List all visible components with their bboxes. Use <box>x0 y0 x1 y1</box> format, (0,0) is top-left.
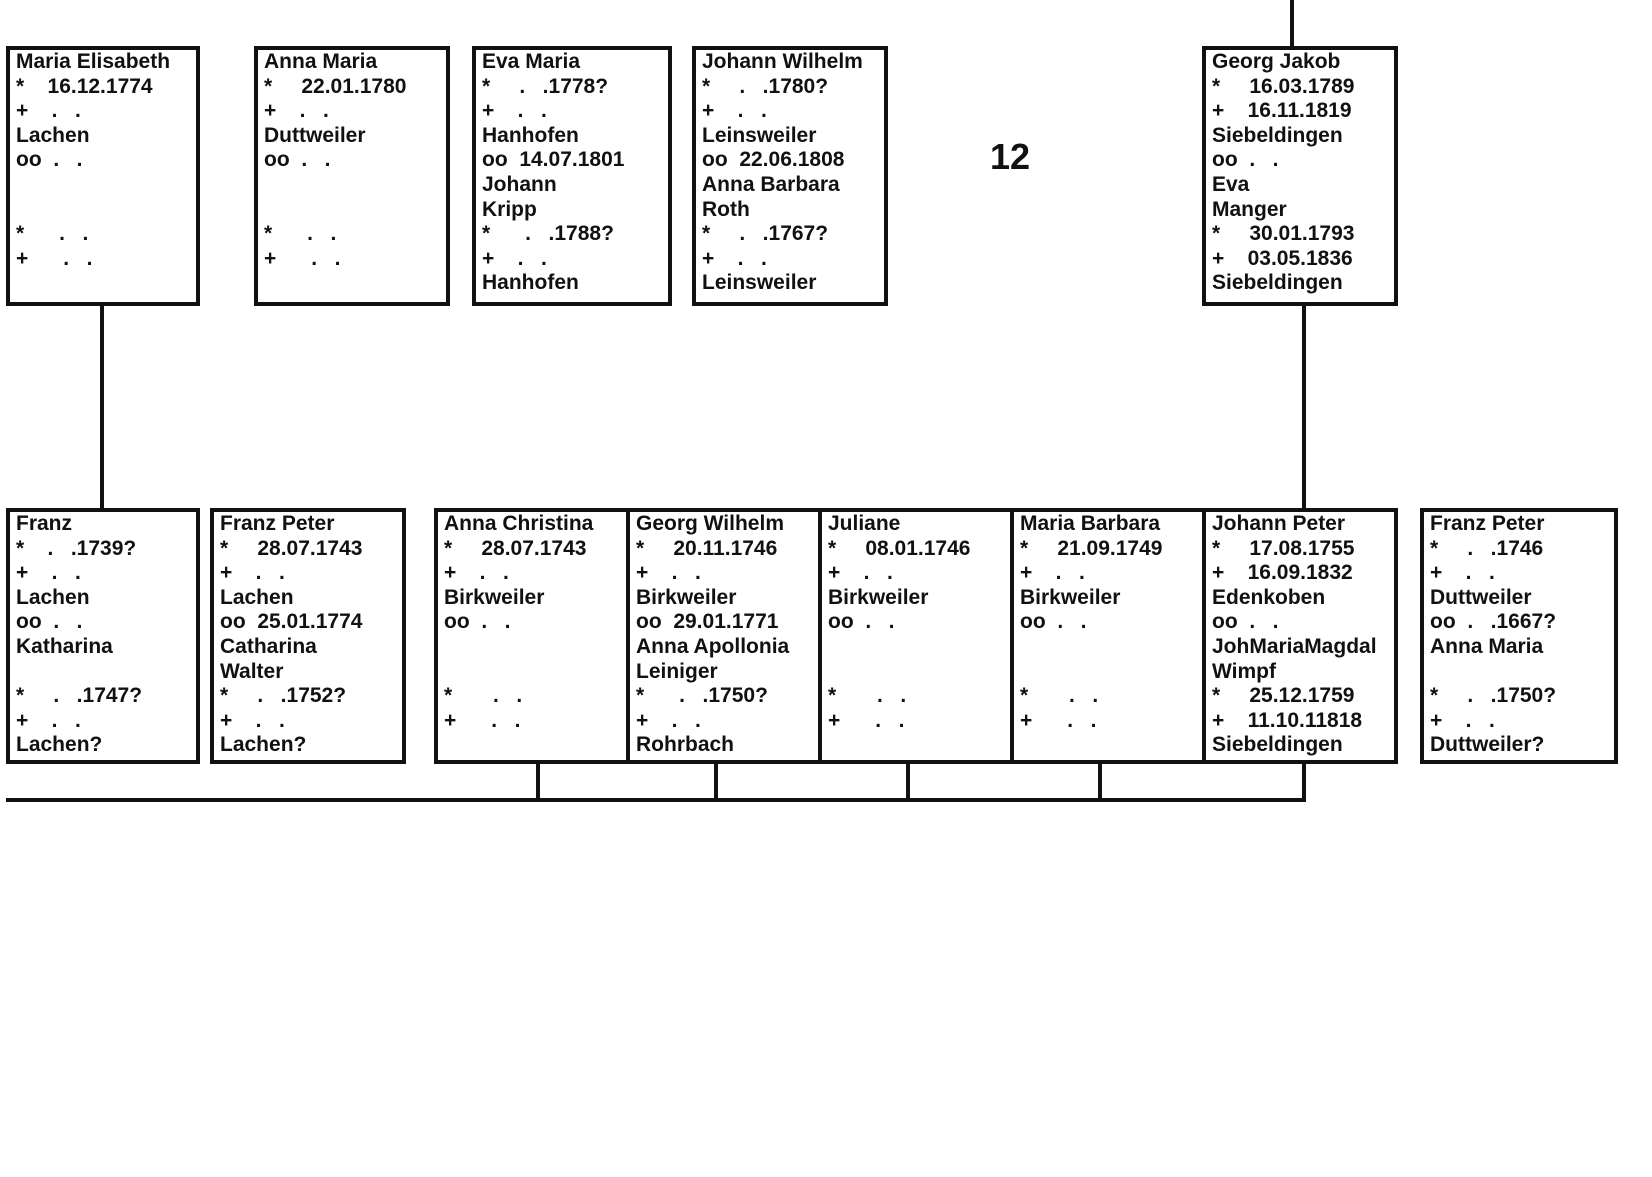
connector-maria-elisabeth-to-franz <box>100 304 104 508</box>
death-line: + . . <box>636 561 701 585</box>
person-box-juliane <box>818 508 1014 764</box>
spouse-surname: Manger <box>1212 197 1287 221</box>
spouse-surname <box>16 198 190 223</box>
spouse-death-line: + 11.10.11818 <box>1212 708 1363 732</box>
death-line: + . . <box>264 99 329 123</box>
spouse-place-line: Leinsweiler <box>702 271 817 295</box>
spouse-first-name: Johann <box>482 172 557 196</box>
marriage-line: oo . . <box>16 148 83 172</box>
birth-line: * 17.08.1755 <box>1212 536 1355 560</box>
spouse-surname <box>1430 660 1608 685</box>
spouse-surname <box>264 198 440 223</box>
spouse-death-line: + 03.05.1836 <box>1212 246 1353 270</box>
sibling-drop-5 <box>1302 760 1306 800</box>
marriage-line: oo . . <box>1212 148 1279 172</box>
person-box-maria-barbara <box>1010 508 1206 764</box>
spouse-death-line: + . . <box>1430 708 1495 732</box>
person-box-johann-wilhelm <box>692 46 888 306</box>
birth-line: * . .1746 <box>1430 536 1544 560</box>
place-line: Lachen <box>220 585 294 609</box>
spouse-birth-line: * 30.01.1793 <box>1212 222 1355 246</box>
person-box-anna-maria <box>254 46 450 306</box>
place-line: Lachen <box>16 123 90 147</box>
birth-line: * . .1778? <box>482 74 609 98</box>
person-name: Maria Elisabeth <box>16 50 171 73</box>
person-name: Johann Wilhelm <box>702 50 863 73</box>
death-line: + . . <box>220 561 285 585</box>
person-box-franz <box>6 508 200 764</box>
person-name: Eva Maria <box>482 50 581 73</box>
person-name: Franz Peter <box>220 512 335 535</box>
spouse-first-name: Anna Barbara <box>702 172 840 196</box>
spouse-birth-line: * . . <box>16 222 89 246</box>
spouse-place-line: Lachen? <box>220 733 307 757</box>
spouse-surname: Leiniger <box>636 659 718 683</box>
birth-line: * 20.11.1746 <box>636 536 778 560</box>
person-box-franz-peter-1743 <box>210 508 406 764</box>
spouse-first-name: JohMariaMagdal <box>1212 634 1377 658</box>
connector-top-parent-line <box>1290 0 1294 48</box>
person-name: Juliane <box>828 512 901 535</box>
spouse-death-line: + . . <box>16 246 93 270</box>
birth-line: * 08.01.1746 <box>828 536 971 560</box>
death-line: + . . <box>16 99 81 123</box>
person-box-franz-peter-1746 <box>1420 508 1618 764</box>
birth-line: * 28.07.1743 <box>220 536 363 560</box>
person-name: Georg Wilhelm <box>636 512 784 535</box>
spouse-death-line: + . . <box>482 246 547 270</box>
place-line: Hanhofen <box>482 123 579 147</box>
place-line: Edenkoben <box>1212 585 1326 609</box>
spouse-first-name <box>828 635 1004 660</box>
death-line: + . . <box>1430 561 1495 585</box>
connector-georg-jakob-to-johann-peter <box>1302 304 1306 508</box>
spouse-first-name <box>1020 635 1196 660</box>
sibling-drop-4 <box>1098 760 1102 800</box>
sibling-drop-2 <box>714 760 718 800</box>
spouse-place-line: Rohrbach <box>636 733 735 757</box>
birth-line: * 22.01.1780 <box>264 74 407 98</box>
spouse-death-line: + . . <box>264 246 341 270</box>
birth-line: * 21.09.1749 <box>1020 536 1163 560</box>
birth-line: * 28.07.1743 <box>444 536 587 560</box>
place-line: Birkweiler <box>1020 585 1121 609</box>
marriage-line: oo . . <box>1212 610 1279 634</box>
sibling-drop-1 <box>536 760 540 800</box>
person-name: Johann Peter <box>1212 512 1346 535</box>
spouse-surname <box>828 660 1004 685</box>
person-name: Georg Jakob <box>1212 50 1341 73</box>
spouse-death-line: + . . <box>828 708 905 732</box>
person-name: Franz <box>16 512 73 535</box>
spouse-first-name <box>444 635 620 660</box>
spouse-surname <box>16 660 190 685</box>
spouse-place-line: Siebeldingen <box>1212 733 1343 757</box>
marriage-line: oo . . <box>264 148 331 172</box>
spouse-birth-line: * . .1767? <box>702 222 829 246</box>
generation-number: 12 <box>990 136 1031 177</box>
death-line: + . . <box>482 99 547 123</box>
person-box-eva-maria <box>472 46 672 306</box>
spouse-surname <box>444 660 620 685</box>
person-box-maria-elisabeth <box>6 46 200 306</box>
place-line: Duttweiler <box>264 123 366 147</box>
spouse-death-line: + . . <box>702 246 767 270</box>
spouse-birth-line: * . . <box>1020 684 1099 708</box>
spouse-death-line: + . . <box>444 708 521 732</box>
death-line: + . . <box>702 99 767 123</box>
spouse-birth-line: * . .1750? <box>1430 684 1557 708</box>
place-line: Leinsweiler <box>702 123 817 147</box>
spouse-birth-line: * . . <box>444 684 523 708</box>
sibling-bar <box>6 798 1306 802</box>
marriage-line: oo . . <box>1020 610 1087 634</box>
spouse-birth-line: * . .1752? <box>220 684 347 708</box>
person-name: Maria Barbara <box>1020 512 1161 535</box>
spouse-surname: Walter <box>220 659 284 683</box>
marriage-line: oo . . <box>444 610 511 634</box>
person-box-johann-peter <box>1202 508 1398 764</box>
person-name: Anna Maria <box>264 50 378 73</box>
birth-line: * . .1739? <box>16 536 137 560</box>
marriage-line: oo 14.07.1801 <box>482 148 625 172</box>
spouse-surname: Wimpf <box>1212 659 1276 683</box>
spouse-place-line: Lachen? <box>16 733 103 757</box>
person-box-georg-jakob <box>1202 46 1398 306</box>
death-line: + . . <box>1020 561 1085 585</box>
place-line: Birkweiler <box>444 585 545 609</box>
spouse-death-line: + . . <box>220 708 285 732</box>
place-line: Lachen <box>16 585 90 609</box>
person-name: Franz Peter <box>1430 512 1545 535</box>
marriage-line: oo . . <box>828 610 895 634</box>
spouse-place-line: Duttweiler? <box>1430 733 1545 757</box>
spouse-birth-line: * . .1750? <box>636 684 768 708</box>
spouse-first-name: Eva <box>1212 172 1250 196</box>
spouse-surname: Kripp <box>482 197 537 221</box>
spouse-death-line: + . . <box>636 708 701 732</box>
birth-line: * 16.03.1789 <box>1212 74 1355 98</box>
spouse-death-line: + . . <box>16 708 81 732</box>
marriage-line: oo . .1667? <box>1430 610 1557 634</box>
person-box-anna-christina <box>434 508 630 764</box>
place-line: Duttweiler <box>1430 585 1532 609</box>
birth-line: * 16.12.1774 <box>16 74 153 98</box>
marriage-line: oo 25.01.1774 <box>220 610 363 634</box>
marriage-line: oo . . <box>16 610 83 634</box>
person-name: Anna Christina <box>444 512 594 535</box>
death-line: + 16.09.1832 <box>1212 561 1353 585</box>
death-line: + 16.11.1819 <box>1212 99 1352 123</box>
spouse-first-name <box>16 173 190 198</box>
death-line: + . . <box>16 561 81 585</box>
person-box-georg-wilhelm <box>626 508 822 764</box>
marriage-line: oo 22.06.1808 <box>702 148 845 172</box>
spouse-first-name: Catharina <box>220 634 317 658</box>
birth-line: * . .1780? <box>702 74 829 98</box>
place-line: Birkweiler <box>828 585 929 609</box>
spouse-birth-line: * 25.12.1759 <box>1212 684 1355 708</box>
spouse-surname: Roth <box>702 197 750 221</box>
death-line: + . . <box>828 561 893 585</box>
spouse-birth-line: * . .1747? <box>16 684 143 708</box>
spouse-first-name: Anna Apollonia <box>636 634 790 658</box>
spouse-place-line: Siebeldingen <box>1212 271 1343 295</box>
place-line: Birkweiler <box>636 585 737 609</box>
spouse-birth-line: * . . <box>828 684 907 708</box>
spouse-birth-line: * . . <box>264 222 337 246</box>
death-line: + . . <box>444 561 509 585</box>
sibling-drop-3 <box>906 760 910 800</box>
spouse-first-name: Anna Maria <box>1430 634 1544 658</box>
place-line: Siebeldingen <box>1212 123 1343 147</box>
spouse-death-line: + . . <box>1020 708 1097 732</box>
spouse-place-line: Hanhofen <box>482 271 579 295</box>
spouse-birth-line: * . .1788? <box>482 222 614 246</box>
marriage-line: oo 29.01.1771 <box>636 610 779 634</box>
spouse-first-name: Katharina <box>16 634 113 658</box>
spouse-first-name <box>264 173 440 198</box>
spouse-surname <box>1020 660 1196 685</box>
